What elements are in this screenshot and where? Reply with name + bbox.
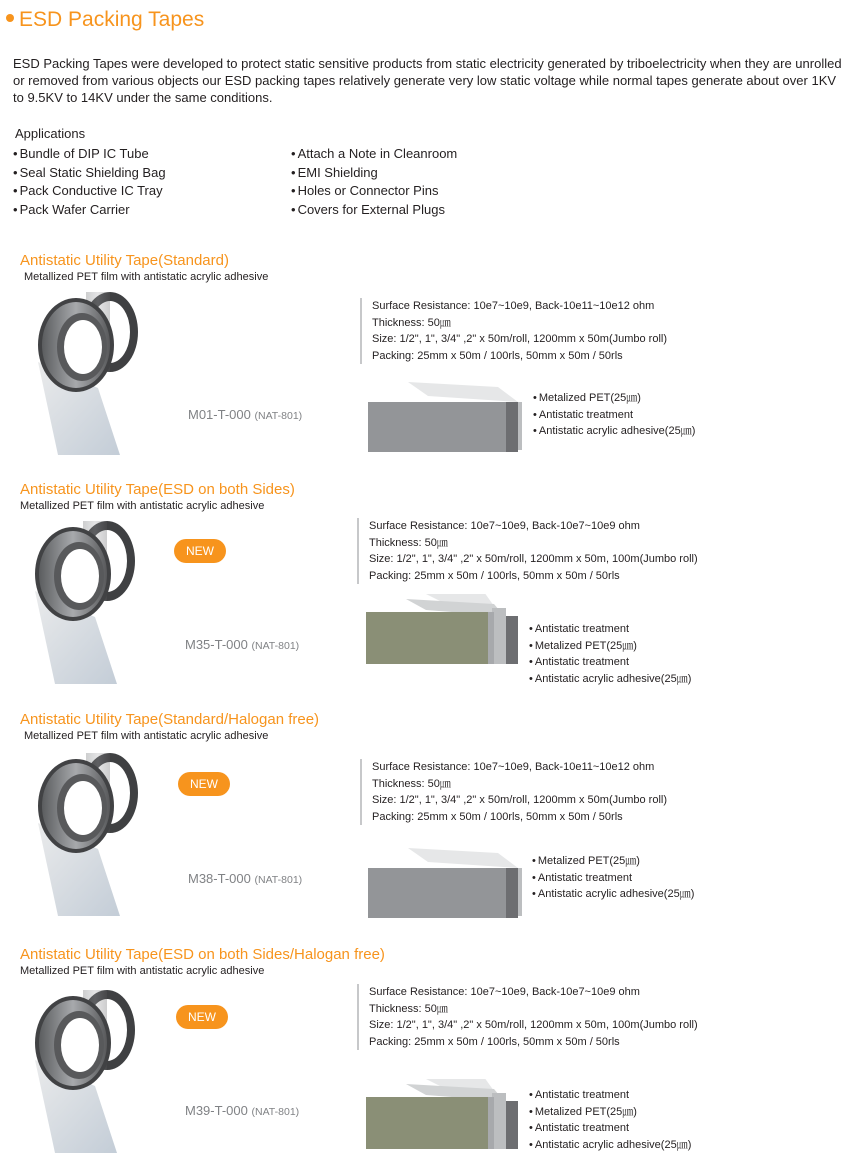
spec-list <box>357 984 698 1050</box>
applications-right-list <box>291 145 457 219</box>
application-item: • Bundle of DIP IC Tube <box>13 145 166 164</box>
layer-diagram <box>366 1079 526 1154</box>
layer-item: • Antistatic treatment <box>532 870 694 887</box>
product-title: Antistatic Utility Tape(ESD on both Sides/Halogan free) <box>20 946 385 963</box>
new-badge: NEW <box>178 772 230 796</box>
layer-structure-diagram <box>366 1079 526 1149</box>
application-item: • Pack Wafer Carrier <box>13 201 166 220</box>
product-code <box>188 871 302 886</box>
application-item: • Attach a Note in Cleanroom <box>291 145 457 164</box>
product-title: Antistatic Utility Tape(ESD on both Sides) <box>20 481 295 498</box>
application-item: • Holes or Connector Pins <box>291 182 457 201</box>
page-title <box>6 8 204 32</box>
layer-item: • Antistatic treatment <box>529 1120 691 1137</box>
spec-line: Size: 1/2", 1", 3/4" ,2" x 50m/roll, 1200mm x 50m(Jumbo roll) <box>372 333 668 345</box>
product-code-sub: (NAT-801) <box>254 410 303 422</box>
spec-line: Packing: 25mm x 50m / 100rls, 50mm x 50m / 50rls <box>369 569 620 582</box>
spec-list <box>360 298 667 364</box>
layer-structure-diagram <box>368 382 528 452</box>
product-code-sub: (NAT-801) <box>254 874 303 886</box>
applications-left-list <box>13 145 166 219</box>
spec-line: Surface Resistance: 10e7~10e9, Back-10e7~10e9 ohm <box>369 986 640 998</box>
layer-item: • Antistatic acrylic adhesive(25㎛) <box>529 671 691 688</box>
new-badge: NEW <box>176 1005 228 1029</box>
layer-item: • Antistatic treatment <box>529 621 691 638</box>
spec-line: Surface Resistance: 10e7~10e9, Back-10e11~10e12 ohm <box>372 300 655 312</box>
tape-roll <box>25 988 170 1158</box>
tape-roll <box>25 519 170 689</box>
spec-line: Size: 1/2", 1", 3/4" ,2" x 50m/roll, 1200mm x 50m, 100m(Jumbo roll) <box>369 1019 698 1031</box>
layer-item: • Antistatic treatment <box>529 654 691 671</box>
product-code <box>185 637 299 652</box>
layer-item: • Metalized PET(25㎛) <box>533 390 695 407</box>
application-item: • Pack Conductive IC Tray <box>13 182 166 201</box>
spec-line: Surface Resistance: 10e7~10e9, Back-10e7~10e9 ohm <box>369 520 640 532</box>
spec-line: Thickness: 50㎛ <box>369 1002 448 1015</box>
layer-item: • Antistatic acrylic adhesive(25㎛) <box>532 886 694 903</box>
spec-line: Packing: 25mm x 50m / 100rls, 50mm x 50m / 50rls <box>369 1035 620 1048</box>
product-subtitle: Metallized PET film with antistatic acrylic adhesive <box>24 271 269 283</box>
tape-roll <box>28 290 173 460</box>
layer-item: • Antistatic treatment <box>533 407 695 424</box>
spec-line: Thickness: 50㎛ <box>372 777 451 790</box>
product-code <box>185 1103 299 1118</box>
layer-diagram <box>368 848 528 923</box>
application-item: • Covers for External Plugs <box>291 201 457 220</box>
spec-list <box>357 518 698 584</box>
spec-line: Packing: 25mm x 50m / 100rls, 50mm x 50m / 50rls <box>372 349 623 362</box>
product-subtitle: Metallized PET film with antistatic acrylic adhesive <box>20 500 265 512</box>
product-title: Antistatic Utility Tape(Standard/Halogan free) <box>20 711 320 728</box>
new-badge: NEW <box>174 539 226 563</box>
product-code-main: M35-T-000 <box>185 637 248 652</box>
spec-line: Size: 1/2", 1", 3/4" ,2" x 50m/roll, 1200mm x 50m, 100m(Jumbo roll) <box>369 553 698 565</box>
layer-item: • Antistatic acrylic adhesive(25㎛) <box>533 423 695 440</box>
product-subtitle: Metallized PET film with antistatic acrylic adhesive <box>20 965 265 977</box>
tape-roll-image <box>28 290 173 455</box>
layer-item: • Antistatic acrylic adhesive(25㎛) <box>529 1137 691 1154</box>
layer-item: • Metalized PET(25㎛) <box>529 638 691 655</box>
intro-paragraph: ESD Packing Tapes were developed to protect static sensitive products from static electricity generated by triboelectricity when they are unrolled or removed from various objects our ESD packing tapes relatively generate very low static voltage while normal tapes generate about over 1KV to 9.5KV to 14KV under the same conditions. <box>13 56 842 105</box>
applications-title: Applications <box>15 126 86 141</box>
tape-roll-image <box>28 751 173 916</box>
page-title-text: ESD Packing Tapes <box>19 8 205 31</box>
product-code-main: M39-T-000 <box>185 1103 248 1118</box>
spec-line: Packing: 25mm x 50m / 100rls, 50mm x 50m / 50rls <box>372 810 623 823</box>
spec-line: Surface Resistance: 10e7~10e9, Back-10e11~10e12 ohm <box>372 761 655 773</box>
layer-diagram <box>368 382 528 457</box>
tape-roll-image <box>25 988 170 1153</box>
spec-list <box>360 759 667 825</box>
spec-line: Thickness: 50㎛ <box>369 536 448 549</box>
tape-roll-image <box>25 519 170 684</box>
product-code-main: M01-T-000 <box>188 407 251 422</box>
product-code-sub: (NAT-801) <box>251 1106 300 1118</box>
layer-list <box>529 621 691 687</box>
layer-diagram <box>366 594 526 669</box>
product-title: Antistatic Utility Tape(Standard) <box>20 252 229 269</box>
product-subtitle: Metallized PET film with antistatic acrylic adhesive <box>24 730 269 742</box>
spec-line: Size: 1/2", 1", 3/4" ,2" x 50m/roll, 1200mm x 50m(Jumbo roll) <box>372 794 668 806</box>
layer-item: • Metalized PET(25㎛) <box>529 1104 691 1121</box>
product-code-sub: (NAT-801) <box>251 640 300 652</box>
product-code <box>188 407 302 422</box>
layer-item: • Antistatic treatment <box>529 1087 691 1104</box>
application-item: • Seal Static Shielding Bag <box>13 164 166 183</box>
layer-structure-diagram <box>366 594 526 664</box>
layer-list <box>532 853 694 903</box>
layer-list <box>529 1087 691 1153</box>
layer-list <box>533 390 695 440</box>
layer-item: • Metalized PET(25㎛) <box>532 853 694 870</box>
tape-roll <box>28 751 173 921</box>
spec-line: Thickness: 50㎛ <box>372 316 451 329</box>
bullet-dot-icon <box>6 14 14 22</box>
layer-structure-diagram <box>368 848 528 918</box>
application-item: • EMI Shielding <box>291 164 457 183</box>
product-code-main: M38-T-000 <box>188 871 251 886</box>
